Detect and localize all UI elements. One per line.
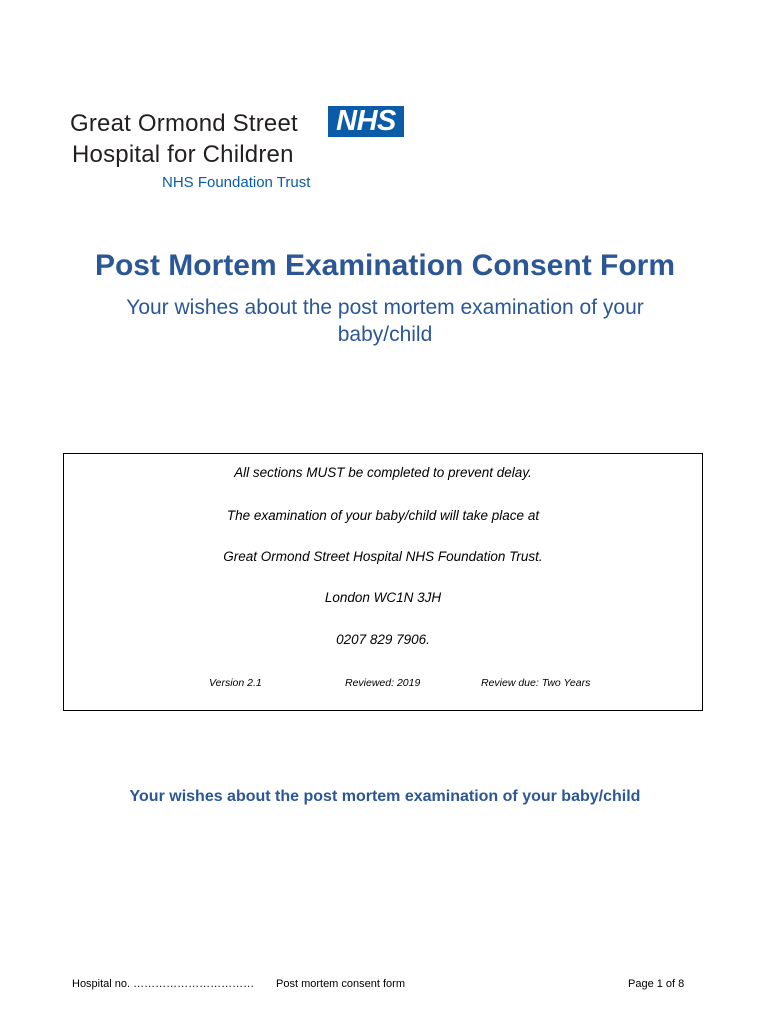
notice-location-intro: The examination of your baby/child will take place at bbox=[226, 508, 540, 523]
hospital-logo bbox=[70, 106, 410, 192]
review-due-label: Review due: Two Years bbox=[481, 677, 591, 689]
notice-completion: All sections MUST be completed to prevent delay. bbox=[234, 465, 532, 480]
section-heading: Your wishes about the post mortem examination of your baby/child bbox=[129, 788, 641, 805]
logo-line-hospital-for-children: Hospital for Children bbox=[72, 141, 294, 168]
footer-hospital-no: Hospital no. …………………………… bbox=[72, 978, 255, 990]
logo-line-foundation-trust: NHS Foundation Trust bbox=[162, 174, 311, 191]
version-label: Version 2.1 bbox=[209, 677, 262, 689]
reviewed-label: Reviewed: 2019 bbox=[345, 677, 421, 689]
notice-hospital-name: Great Ormond Street Hospital NHS Foundation Trust. bbox=[223, 549, 543, 564]
notice-box bbox=[63, 453, 703, 711]
notice-postcode: London WC1N 3JH bbox=[324, 590, 442, 605]
footer-page-number: Page 1 of 8 bbox=[628, 978, 685, 990]
nhs-badge: NHS bbox=[328, 106, 404, 137]
page-subtitle: Your wishes about the post mortem examination of your baby/child bbox=[126, 296, 644, 346]
footer-form-name: Post mortem consent form bbox=[276, 978, 405, 990]
page-title: Post Mortem Examination Consent Form bbox=[94, 249, 676, 282]
logo-line-great-ormond-street: Great Ormond Street bbox=[70, 110, 298, 137]
notice-phone: 0207 829 7906. bbox=[336, 632, 430, 647]
